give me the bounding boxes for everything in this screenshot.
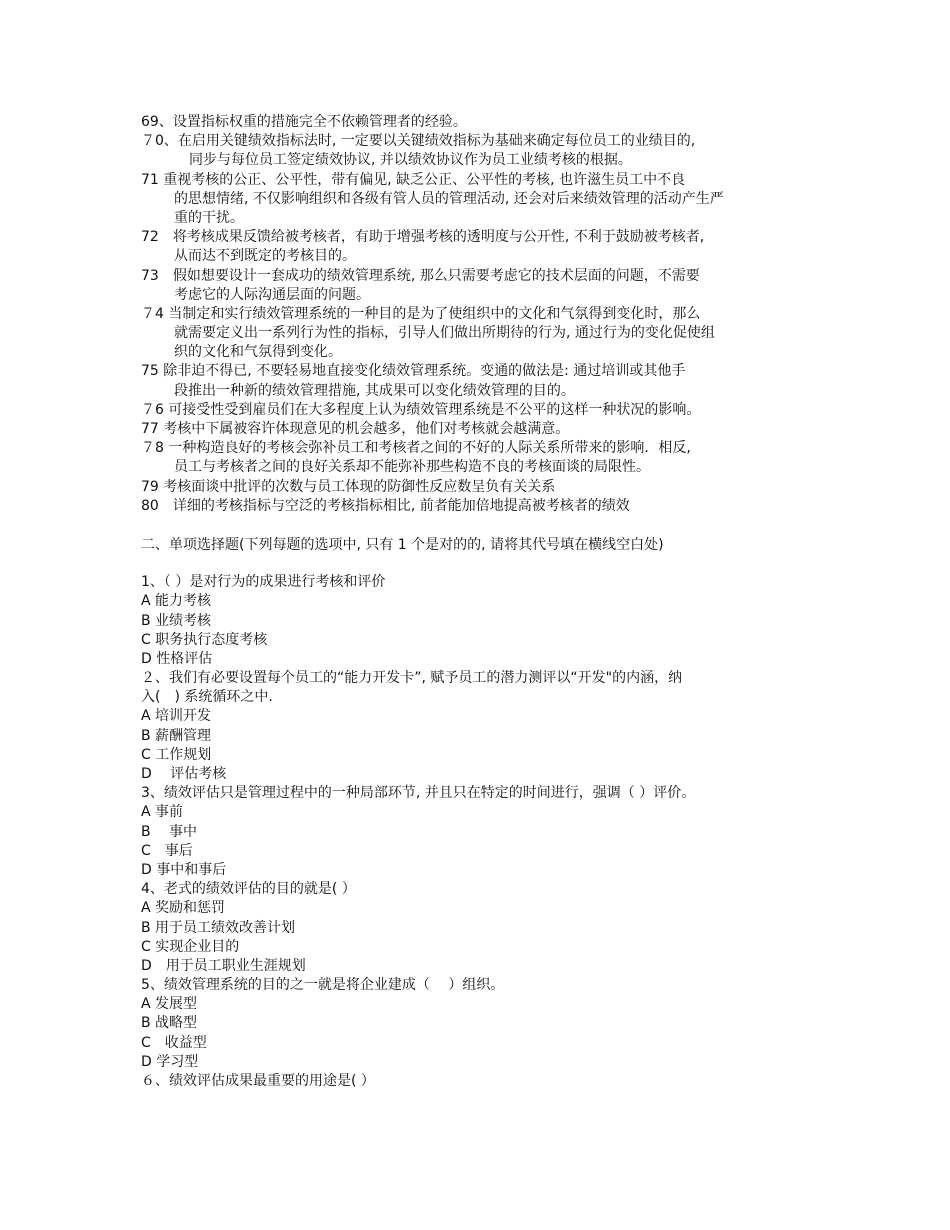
judgement-item-continuation: 员工与考核者之间的良好关系却不能弥补那些构造不良的考核面谈的局限性。 — [174, 459, 650, 476]
judgement-item-text: 72 将考核成果反馈给被考核者，有助于增强考核的透明度与公开性, 不利于鼓励被考核者, — [141, 229, 705, 246]
judgement-item — [141, 171, 813, 229]
judgement-item-continuation: 的思想情绪, 不仅影响组织和各级有管人员的管理活动, 还会对后来绩效管理的活动产生严 — [174, 190, 724, 207]
judgement-item-continuation: 重的干扰。 — [174, 209, 244, 226]
judgement-item — [141, 132, 813, 170]
answer-option: D 性格评估 — [141, 650, 213, 667]
question-text: 入( ) 系统循环之中. — [141, 689, 273, 706]
judgement-item-continuation: 织的文化和气氛得到变化。 — [174, 344, 342, 361]
judgement-item — [141, 401, 813, 420]
answer-option: C 工作规划 — [141, 746, 212, 763]
judgement-item — [141, 439, 813, 477]
answer-option: C 实现企业目的 — [141, 938, 240, 955]
judgement-item-text: ７4 当制定和实行绩效管理系统的一种目的是为了使组织中的文化和气氛得到变化时，那么 — [141, 305, 701, 322]
answer-option: D 用于员工职业生涯规划 — [141, 957, 306, 974]
answer-option: C 职务执行态度考核 — [141, 631, 268, 648]
judgement-item-text: 75 除非迫不得已, 不要轻易地直接变化绩效管理系统。变通的做法是: 通过培训或其他手 — [141, 363, 686, 380]
question-text: 4、老式的绩效评估的目的就是( ） — [141, 881, 356, 898]
choice-question — [141, 784, 813, 880]
judgement-item-text: ７6 可接受性受到雇员们在大多程度上认为绩效管理系统是不公平的这样一种状况的影响。 — [141, 401, 701, 418]
answer-option: B 用于员工绩效改善计划 — [141, 919, 296, 936]
judgement-item — [141, 478, 813, 497]
judgement-item-text: 69、设置指标权重的措施完全不依赖管理者的经验。 — [141, 114, 467, 130]
judgement-item — [141, 113, 813, 132]
answer-option: B 业绩考核 — [141, 612, 212, 629]
judgement-item — [141, 228, 813, 266]
question-text: 1、（ ）是对行为的成果进行考核和评价 — [141, 574, 386, 591]
choice-question — [141, 573, 813, 669]
section-spacer — [141, 555, 813, 573]
answer-option: A 能力考核 — [141, 593, 212, 610]
choice-question — [141, 1072, 813, 1091]
judgement-item — [141, 267, 813, 305]
judgement-item-text: 80 详细的考核指标与空泛的考核指标相比, 前者能加倍地提高被考核者的绩效 — [141, 497, 630, 514]
question-text: 5、绩效管理系统的目的之一就是将企业建成（ ）组织。 — [141, 977, 505, 994]
answer-option: A 培训开发 — [141, 708, 212, 725]
judgement-item-text: 71 重视考核的公正、公平性，带有偏见, 缺乏公正、公平性的考核, 也许滋生员工中不良 — [141, 171, 686, 188]
answer-option: A 事前 — [141, 804, 184, 821]
choice-question — [141, 880, 813, 976]
answer-option: B 战略型 — [141, 1015, 198, 1032]
judgement-item-text: 79 考核面谈中批评的次数与员工体现的防御性反应数呈负有关关系 — [141, 478, 556, 495]
answer-option: D 评估考核 — [141, 766, 227, 782]
answer-option: C 收益型 — [141, 1034, 207, 1051]
question-text: ６、绩效评估成果最重要的用途是( ） — [141, 1073, 375, 1089]
judgement-item-continuation: 从而达不到既定的考核目的。 — [174, 248, 356, 265]
answer-option: D 学习型 — [141, 1053, 199, 1070]
judgement-item — [141, 497, 813, 516]
choice-question — [141, 976, 813, 1072]
judgement-item — [141, 362, 813, 400]
judgement-item-text: ７0、在启用关键绩效指标法时, 一定要以关键绩效指标为基础来确定每位员工的业绩目的, — [141, 133, 696, 150]
judgement-item — [141, 420, 813, 439]
judgement-item — [141, 305, 813, 363]
judgement-item-text: ７8 一种构造良好的考核会弥补员工和考核者之间的不好的人际关系所带来的影响．相反, — [141, 440, 691, 457]
judgement-item-text: 73 假如想要设计一套成功的绩效管理系统, 那么只需要考虑它的技术层面的问题，不需要 — [141, 267, 700, 284]
judgement-item-continuation: 考虑它的人际沟通层面的问题。 — [174, 286, 370, 303]
judgement-item-text: 77 考核中下属被容许体现意见的机会越多，他们对考核就会越满意。 — [141, 421, 570, 437]
judgement-item-continuation: 段推出一种新的绩效管理措施, 其成果可以变化绩效管理的目的。 — [174, 382, 575, 399]
answer-option: B 事中 — [141, 823, 198, 840]
judgement-section — [141, 113, 813, 516]
question-text: 3、绩效评估只是管理过程中的一种局部环节, 并且只在特定的时间进行，强调（ ）评价。 — [141, 785, 696, 802]
answer-option: A 发展型 — [141, 996, 198, 1013]
choice-section — [141, 573, 813, 1091]
question-text: ２、我们有必要设置每个员工的“能力开发卡”, 赋予员工的潜力测评以“开发"的内涵，纳 — [141, 670, 683, 687]
section-spacer — [141, 516, 813, 536]
answer-option: B 薪酬管理 — [141, 727, 212, 744]
answer-option: C 事后 — [141, 842, 193, 859]
section-heading: 二、单项选择题(下列每题的选项中, 只有 1 个是对的的, 请将其代号填在横线空白处) — [141, 536, 664, 553]
document-content — [141, 113, 813, 1091]
answer-option: A 奖励和惩罚 — [141, 900, 226, 917]
judgement-item-continuation: 同步与每位员工签定绩效协议, 并以绩效协议作为员工业绩考核的根据。 — [189, 152, 632, 169]
choice-question — [141, 669, 813, 784]
answer-option: D 事中和事后 — [141, 861, 227, 878]
judgement-item-continuation: 就需要定义出一系列行为性的指标，引导人们做出所期待的行为, 通过行为的变化促使组 — [174, 325, 715, 342]
